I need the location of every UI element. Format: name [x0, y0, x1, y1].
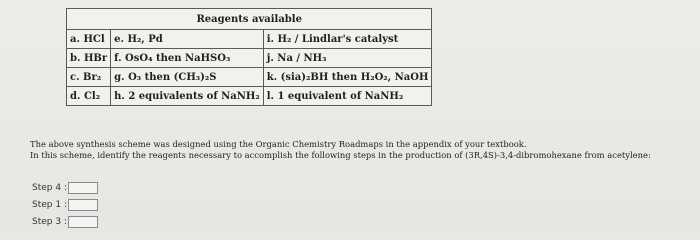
step-row: [32, 179, 98, 196]
reagent-cell: e. H₂, Pd: [111, 30, 264, 49]
step-row: [32, 213, 98, 230]
step-answers: [32, 179, 98, 230]
reagent-cell: d. Cl₂: [67, 87, 111, 106]
reagent-cell: i. H₂ / Lindlar's catalyst: [263, 30, 432, 49]
step-label: Step 1 :: [32, 199, 67, 210]
step-label: Step 3 :: [32, 216, 67, 227]
table-row: [67, 30, 432, 49]
table-row: [67, 49, 432, 68]
reagent-cell: j. Na / NH₃: [263, 49, 432, 68]
table-row: [67, 68, 432, 87]
reagent-cell: g. O₃ then (CH₃)₂S: [111, 68, 264, 87]
reagent-cell: h. 2 equivalents of NaNH₂: [111, 87, 264, 106]
reagent-cell: c. Br₂: [67, 68, 111, 87]
table-header-row: [67, 9, 432, 30]
step-label: Step 4 :: [32, 182, 67, 193]
step-4-input[interactable]: [68, 182, 98, 194]
step-row: [32, 196, 98, 213]
step-3-input[interactable]: [68, 216, 98, 228]
reagent-cell: b. HBr: [67, 49, 111, 68]
reagent-cell: l. 1 equivalent of NaNH₂: [263, 87, 432, 106]
step-1-input[interactable]: [68, 199, 98, 211]
reagent-cell: a. HCl: [67, 30, 111, 49]
reagent-cell: f. OsO₄ then NaHSO₃: [111, 49, 264, 68]
question-line-1: The above synthesis scheme was designed using the Organic Chemistry Roadmaps in the appendix of your textbook.: [30, 139, 527, 149]
reagents-table: [66, 8, 432, 106]
table-row: [67, 87, 432, 106]
question-line-2: In this scheme, identify the reagents necessary to accomplish the following steps in the production of (3R,4S)-3,4-dibromohexane from acetylene:: [30, 150, 651, 160]
question-text: [30, 139, 690, 161]
reagent-cell: k. (sia)₂BH then H₂O₂, NaOH: [263, 68, 432, 87]
table-title: Reagents available: [67, 9, 432, 30]
